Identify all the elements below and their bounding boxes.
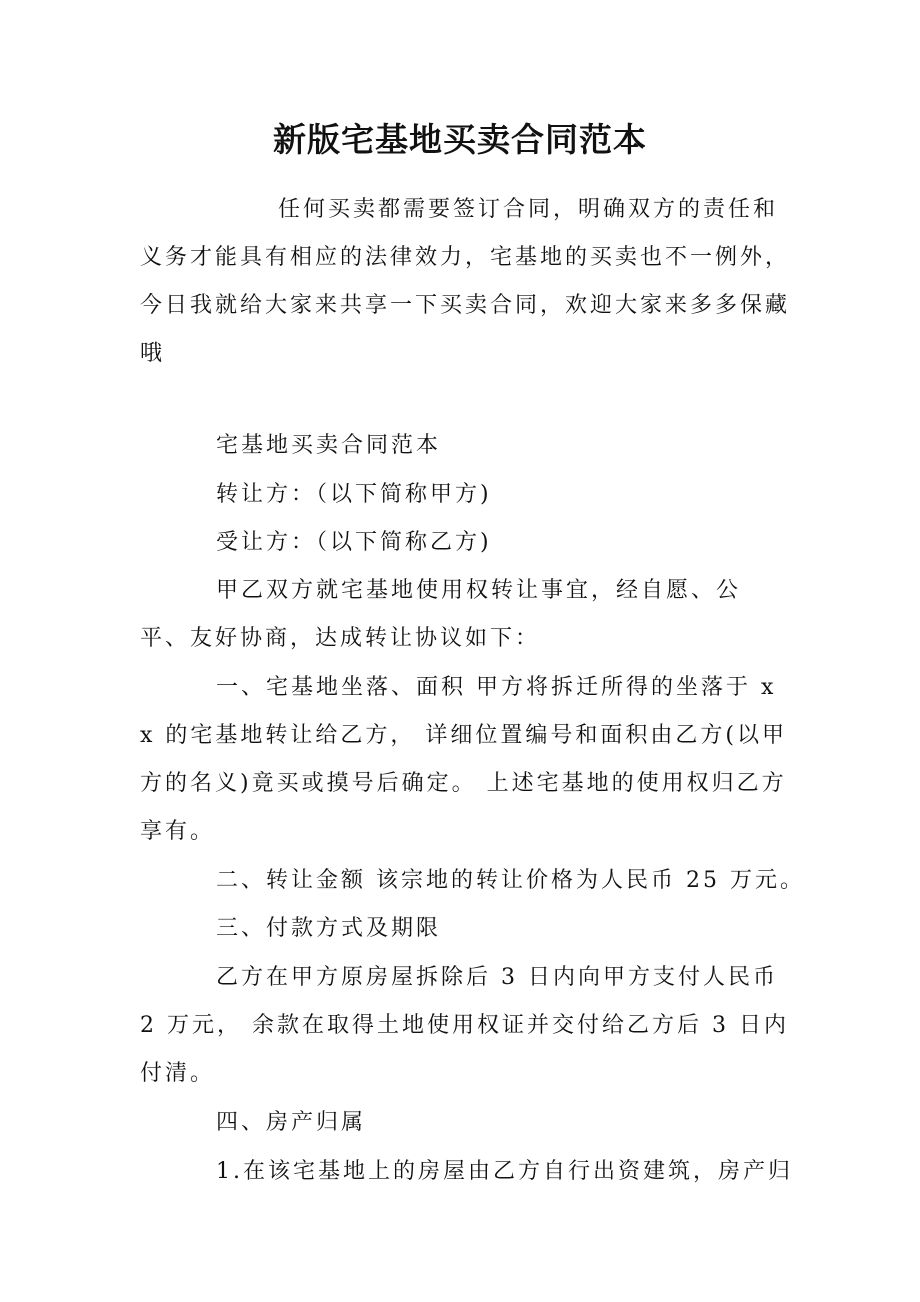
intro-paragraph: 任何买卖都需要签订合同，明确双方的责任和义务才能具有相应的法律效力，宅基地的买卖也不一例外，今日我就给大家来共享一下买卖合同，欢迎大家来多多保藏哦 bbox=[140, 197, 791, 366]
document-title: 新版宅基地买卖合同范本 bbox=[273, 120, 647, 159]
clause-3-heading: 三、付款方式及期限 bbox=[216, 916, 442, 941]
transferor-line: 转让方：（以下简称甲方) bbox=[216, 482, 492, 507]
clause-3-paragraph: 乙方在甲方原房屋拆除后 3 日内向甲方支付人民币 2 万元， 余款在取得土地使用权证并交付给乙方后 3 日内付清。 bbox=[140, 965, 789, 1086]
clause-1-paragraph: 一、宅基地坐落、面积 甲方将拆迁所得的坐落于 xx 的宅基地转让给乙方， 详细位置编号和面积由乙方(以甲方的名义)竟买或摸号后确定。 上述宅基地的使用权归乙方享有。 bbox=[140, 675, 787, 844]
clause-4-item-1: 1.在该宅基地上的房屋由乙方自行出资建筑，房产归 bbox=[216, 1159, 793, 1184]
contract-subtitle: 宅基地买卖合同范本 bbox=[216, 433, 442, 458]
clause-2-paragraph: 二、转让金额 该宗地的转让价格为人民币 25 万元。 bbox=[216, 868, 805, 893]
transferee-line: 受让方：（以下简称乙方) bbox=[216, 530, 492, 555]
agreement-paragraph: 甲乙双方就宅基地使用权转让事宜，经自愿、公平、友好协商，达成转让协议如下： bbox=[140, 578, 742, 651]
clause-4-heading: 四、房产归属 bbox=[216, 1110, 367, 1135]
